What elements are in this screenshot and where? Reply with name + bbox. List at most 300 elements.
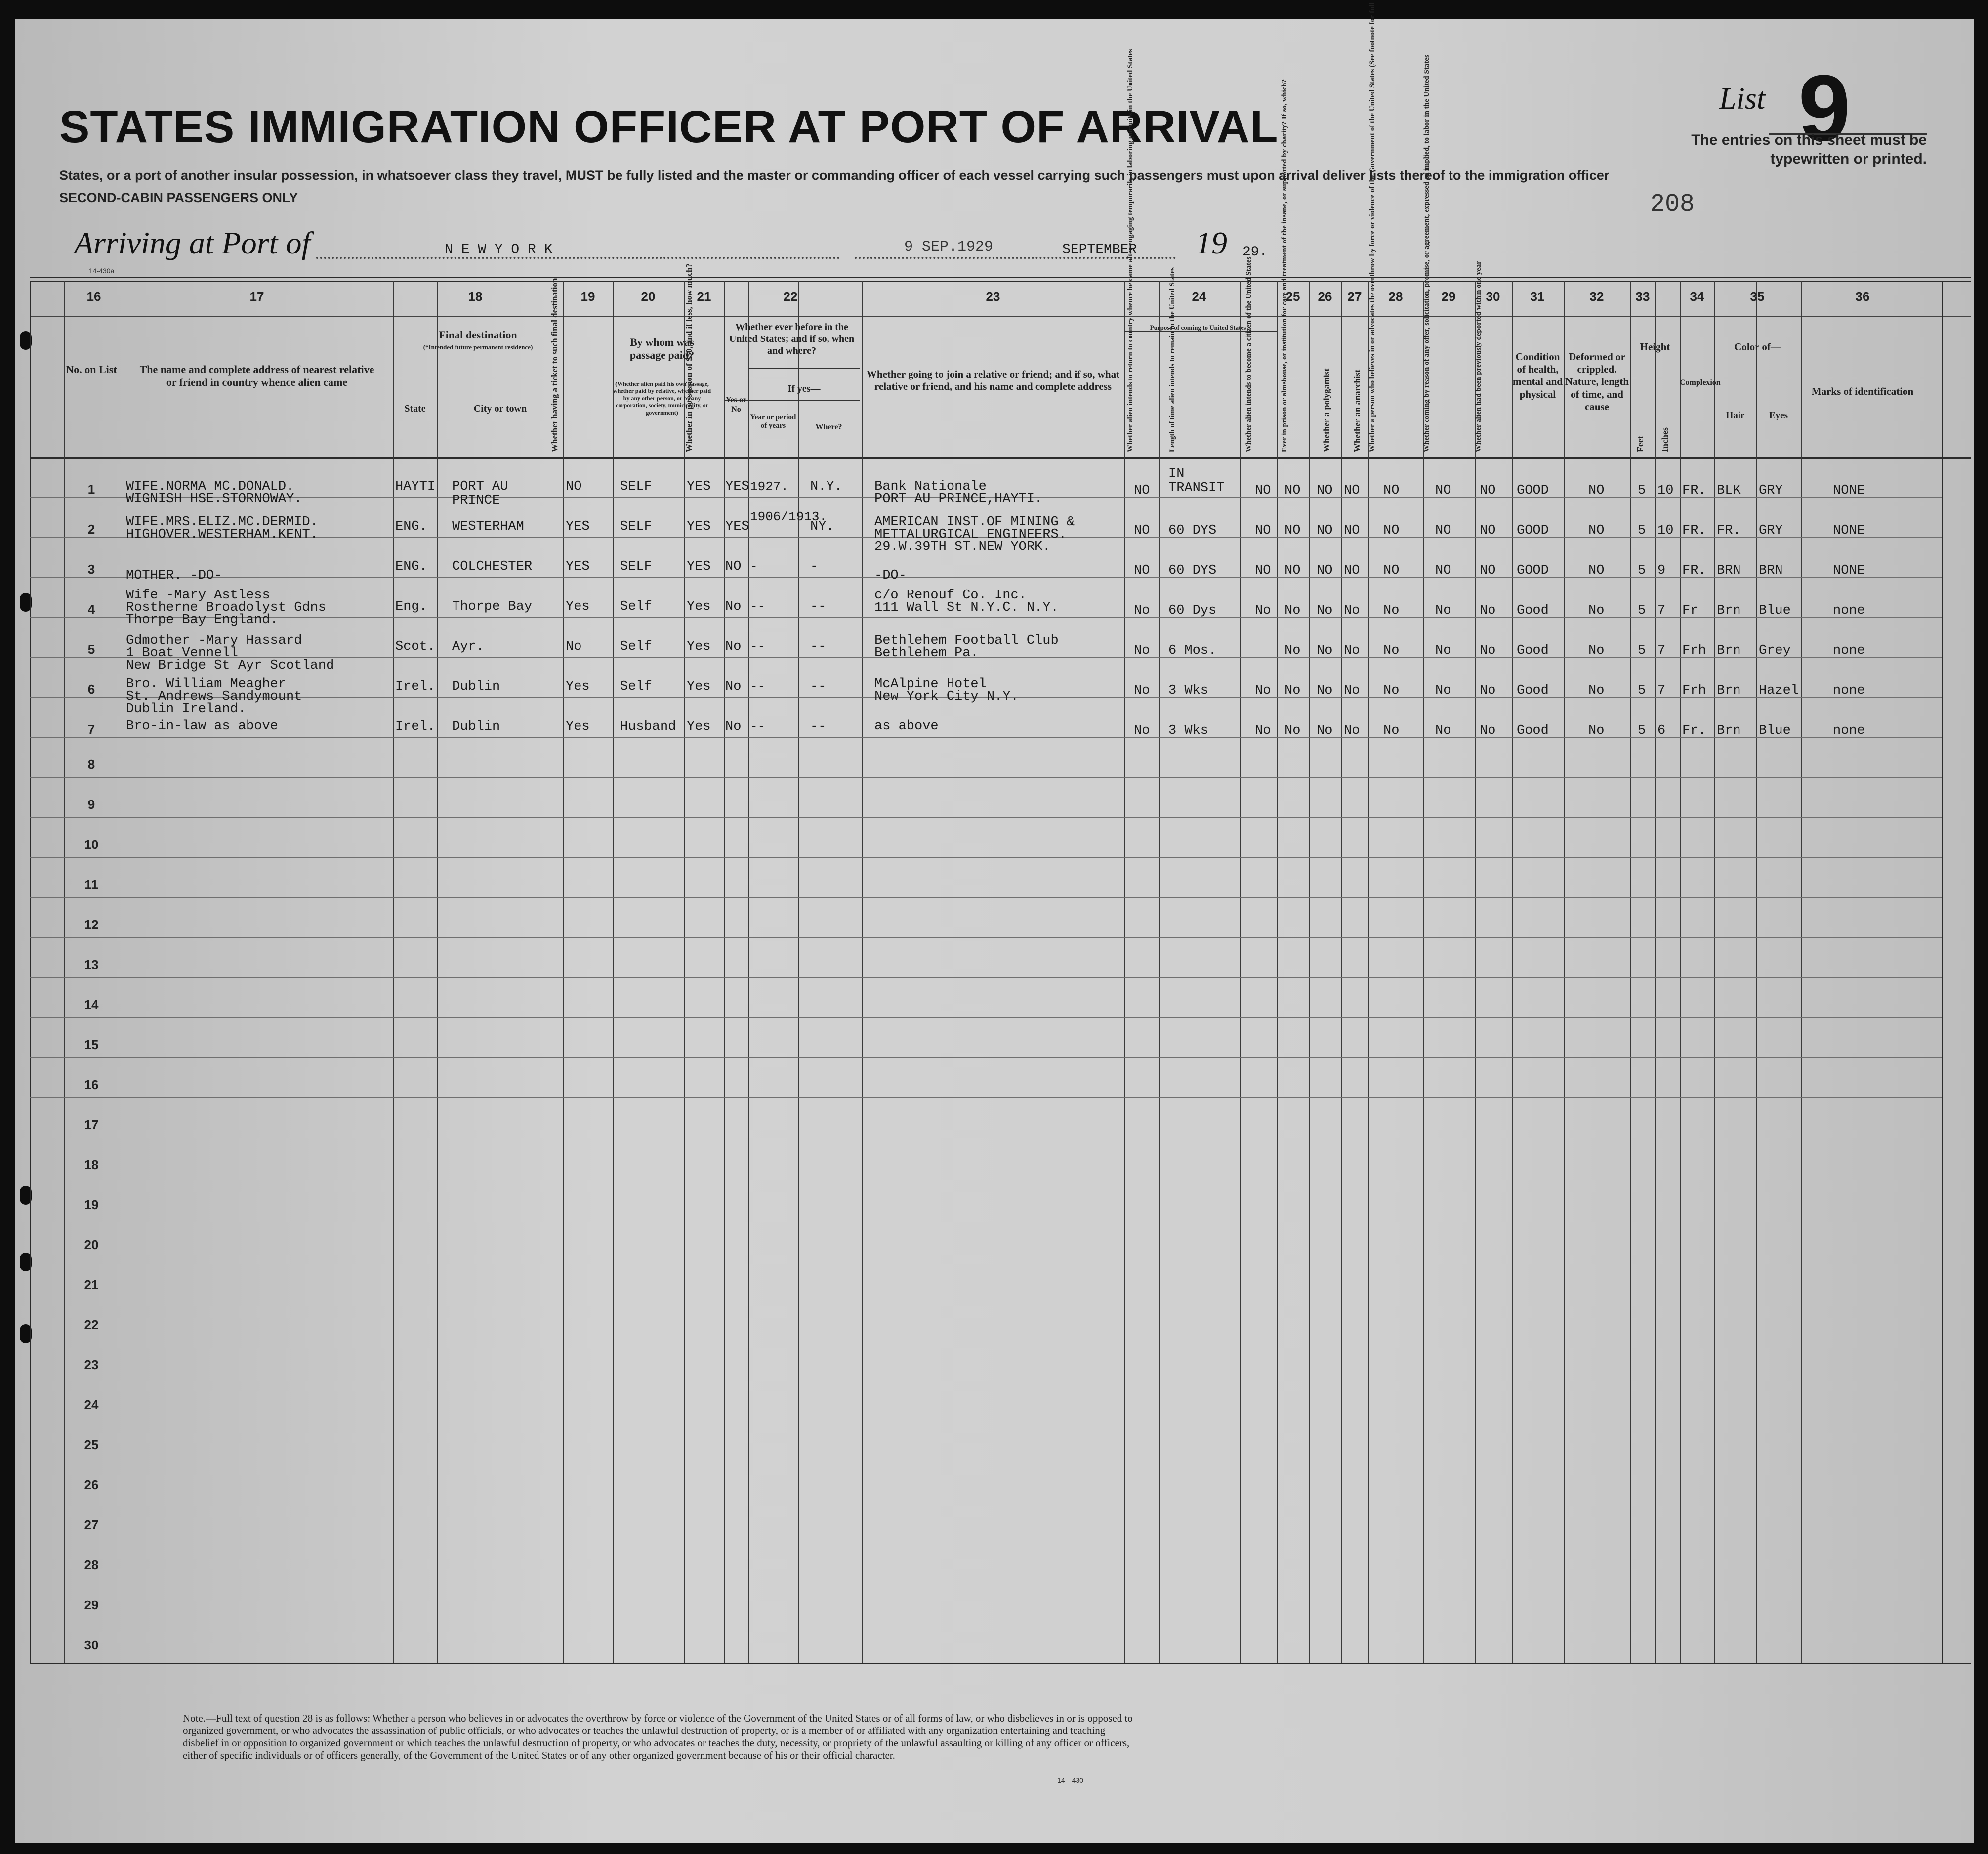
before-yes-no: No [725,679,742,694]
health-condition: Good [1517,683,1549,698]
column-number: 22 [783,289,798,304]
hdr-condition: Condition of health, mental and physical [1513,351,1563,400]
height-feet: 5 [1638,563,1646,578]
row-number: 23 [84,1357,99,1372]
citizen-intent: NO [1255,483,1271,498]
column-divider [393,281,394,1663]
health-condition: GOOD [1517,483,1549,498]
stay-length: TRANSIT [1168,481,1225,496]
form-code: 14-430a [89,267,115,275]
arriving-label: Arriving at Port of [74,225,311,260]
hdr-final-destination-note: (*Intended future permanent residence) [423,343,533,351]
money-value: Yes [687,639,711,654]
before-where: -- [810,679,827,694]
labor-offer: No [1435,723,1451,738]
relative-address: WIFE.NORMA MC.DONALD. [126,479,294,494]
hdr-purpose-b: Length of time alien intends to remain in the United States [1168,267,1176,452]
row-number: 9 [87,797,95,812]
return-intent: No [1134,643,1150,658]
identification-marks: none [1833,603,1865,618]
money-value: YES [687,479,711,494]
row-number: 20 [84,1237,99,1252]
anarchist: No [1344,683,1360,698]
join-relative-address: 29.W.39TH ST.NEW YORK. [874,540,1051,554]
prison-almshouse: No [1284,683,1301,698]
deformed: NO [1588,483,1605,498]
overthrow-q28: No [1383,603,1400,618]
money-value: Yes [687,679,711,694]
before-year: -- [750,639,766,654]
column-divider [1801,281,1802,1663]
paid-by: SELF [620,519,652,534]
row-rule [30,577,1942,578]
prison-almshouse: No [1284,603,1301,618]
deported: No [1480,683,1496,698]
hdr-final-destination: Final destination [439,329,517,341]
port-line [316,257,840,259]
join-relative-address: METTALURGICAL ENGINEERS. [874,527,1067,542]
dest-city: Ayr. [452,639,484,654]
hdr-no-on-list: No. on List [66,363,117,376]
hdr-yes-no: Yes or No [725,396,747,414]
relative-address: New Bridge St Ayr Scotland [126,658,334,673]
prison-almshouse: NO [1284,483,1301,498]
overthrow-q28: NO [1383,523,1400,538]
ticket-value: NO [566,479,582,494]
column-number: 24 [1192,289,1206,304]
citizen-intent: NO [1255,563,1271,578]
column-number: 18 [468,289,483,304]
deformed: NO [1588,563,1605,578]
hair-color: BRN [1717,563,1741,578]
row-rule [30,857,1942,858]
polygamist: No [1317,683,1333,698]
dest-state: ENG. [395,519,427,534]
row-number: 30 [84,1638,99,1652]
row-number: 22 [84,1317,99,1332]
row-number: 26 [84,1477,99,1492]
column-number: 35 [1750,289,1765,304]
column-divider [1423,281,1424,1663]
before-year: -- [750,719,766,734]
hdr-c25 [1281,329,1289,452]
hdr-year-period: Year or period of years [750,413,796,430]
anarchist: No [1344,603,1360,618]
column-divider [1368,281,1369,1663]
column-number: 36 [1855,289,1870,304]
row-number: 5 [87,642,95,657]
column-divider [1714,281,1715,1663]
hdr-inches: Inches [1660,427,1670,452]
ticket-value: Yes [566,599,590,614]
hdr-c30: Whether alien had been previously deported within one year [1475,261,1483,452]
height-inches: 7 [1657,603,1666,618]
join-relative-address: Bethlehem Football Club [874,633,1059,648]
return-intent: NO [1134,523,1150,538]
join-relative-address: -DO- [874,568,907,583]
row-number: 25 [84,1437,99,1452]
identification-marks: NONE [1833,483,1865,498]
dest-state: Irel. [395,679,436,694]
anarchist: No [1344,643,1360,658]
row-number: 16 [84,1077,99,1092]
column-divider [1630,281,1631,1663]
return-intent: No [1134,683,1150,698]
height-feet: 5 [1638,723,1646,738]
row-rule [30,1097,1942,1098]
relative-address: WIFE.MRS.ELIZ.MC.DERMID. [126,515,318,530]
hair-color: FR. [1717,523,1741,538]
hdr-join-relative: Whether going to join a relative or friend; and if so, what relative or friend, and his name and complete address [866,368,1120,393]
hdr-where: Where? [815,423,842,431]
hdr-purpose-a [1126,329,1135,452]
before-where: -- [810,719,827,734]
list-number: 9 [1798,56,1851,161]
column-number: 33 [1635,289,1650,304]
identification-marks: NONE [1833,523,1865,538]
relative-address: Thorpe Bay England. [126,613,278,628]
height-inches: 6 [1657,723,1666,738]
identification-marks: NONE [1833,563,1865,578]
hdr-c26: Whether a polygamist [1322,368,1331,452]
before-year: -- [750,599,766,614]
prison-almshouse: No [1284,723,1301,738]
column-divider [1475,281,1476,1663]
row-number: 2 [87,522,95,537]
hair-color: Brn [1717,723,1741,738]
dest-state: Irel. [395,719,436,734]
row-number: 27 [84,1517,99,1532]
year-prefix: 19 [1196,225,1227,260]
row-number: 17 [84,1117,99,1132]
ticket-value: YES [566,559,590,574]
ticket-value: Yes [566,719,590,734]
before-year: 1927. [750,479,789,494]
footnote-q28: Note.—Full text of question 28 is as follows: Whether a person who believes in or advocates the overthrow by force or violence of the Government of the United States or of all forms of law, or who disbelieves in or is opposed to organized government, or who advocates the assassination of public officials, or who advocates or teaches the unlawful destruction of property, or is a member of or affiliated with any organization entertaining and teaching disbelief in or opposition to organized government or which teaches the unlawful destruction of property, or who advocates or teaches the duty, necessity, or propriety of the unlawful assaulting or killing of any officer or officers, either of specific individuals or of officers generally, of the Government of the United States or of any other organized government because of his or their official character. [183,1712,1133,1761]
column-divider [1240,281,1241,1663]
hair-color: Brn [1717,683,1741,698]
hdr-possession: Whether in possession of $50, and if less, how much? [684,263,694,452]
return-intent: NO [1134,483,1150,498]
paid-by: Husband [620,719,676,734]
column-number: 28 [1388,289,1403,304]
row-number: 11 [84,877,98,892]
column-divider [684,281,685,1663]
paid-by: SELF [620,559,652,574]
hdr-height: Height [1640,341,1670,353]
prison-almshouse: No [1284,643,1301,658]
deformed: No [1588,683,1605,698]
polygamist: NO [1317,563,1333,578]
row-rule [30,1057,1942,1058]
column-divider [30,281,31,1663]
polygamist: NO [1317,523,1333,538]
dest-state: Eng. [395,599,427,614]
hair-color: BLK [1717,483,1741,498]
row-number: 28 [84,1558,99,1572]
complexion: Frh [1682,643,1706,658]
dest-city: Dublin [452,679,500,694]
deported: NO [1480,483,1496,498]
relative-address: HIGHOVER.WESTERHAM.KENT. [126,527,318,542]
polygamist: NO [1317,483,1333,498]
dest-city: WESTERHAM [452,519,524,534]
dest-state: ENG. [395,559,427,574]
money-value: YES [687,519,711,534]
port-value: N E W Y O R K [445,242,553,257]
stay-length: 60 DYS [1168,523,1217,538]
complexion: Fr [1682,603,1698,618]
labor-offer: No [1435,683,1451,698]
hdr-deformed: Deformed or crippled. Nature, length of time, and cause [1565,351,1629,413]
column-number: 26 [1318,289,1332,304]
labor-offer: NO [1435,523,1451,538]
ticket-value: Yes [566,679,590,694]
relative-address: St. Andrews Sandymount [126,689,302,704]
stamp-number: 208 [1650,190,1695,218]
height-feet: 5 [1638,483,1646,498]
deported: NO [1480,523,1496,538]
before-year: -- [750,679,766,694]
table-top-rule [30,277,1971,278]
before-yes-no: No [725,639,742,654]
hdr-color-of: Color of— [1734,341,1781,353]
deported: NO [1480,563,1496,578]
hdr-nearest-relative: The name and complete address of nearest relative or friend in country whence alien came [139,363,374,389]
eye-color: Hazel [1759,683,1799,698]
hdr-purpose-c: Whether alien intends to become a citizen of the United States [1245,256,1253,452]
ticket-value: No [566,639,582,654]
row-number: 21 [84,1277,99,1292]
hdr-c28 [1368,329,1377,452]
column-divider [1124,281,1125,1663]
row-number: 18 [84,1157,99,1172]
stay-length: 3 Wks [1168,683,1209,698]
return-intent: No [1134,603,1150,618]
column-divider [1341,281,1342,1663]
hdr-feet: Feet [1635,436,1645,452]
eye-color: Grey [1759,643,1791,658]
hdr-if-yes: If yes— [787,383,821,394]
row-number: 3 [87,562,95,577]
row-rule [30,817,1942,818]
hdr-c29 [1423,329,1431,452]
deported: No [1480,643,1496,658]
paid-by: Self [620,599,652,614]
column-number: 21 [697,289,711,304]
height-inches: 10 [1657,523,1674,538]
column-number: 17 [249,289,264,304]
height-feet: 5 [1638,683,1646,698]
dest-city: Dublin [452,719,500,734]
row-number: 4 [87,602,95,617]
column-divider [1680,281,1681,1663]
stay-length: IN [1168,467,1185,482]
height-feet: 5 [1638,643,1646,658]
hdr-purpose: Purpose of coming to United States [1150,324,1246,331]
column-number: 20 [641,289,656,304]
row-number: 7 [87,722,95,737]
column-number: 27 [1347,289,1362,304]
entries-note: The entries on this sheet must be typewritten or printed. [1691,132,1927,167]
column-divider [1159,281,1160,1663]
citizen-intent: No [1255,603,1271,618]
row-number: 8 [87,757,95,772]
citizen-intent: NO [1255,523,1271,538]
overthrow-q28: No [1383,723,1400,738]
row-number: 29 [84,1598,99,1612]
relative-address: Dublin Ireland. [126,702,247,716]
relative-address: Bro-in-law as above [126,719,278,734]
row-number: 15 [84,1037,99,1052]
labor-offer: No [1435,603,1451,618]
join-relative-address: McAlpine Hotel [874,677,987,692]
join-relative-address: c/o Renouf Co. Inc. [874,588,1027,603]
eye-color: BRN [1759,563,1783,578]
before-year: 1906/1913. [750,509,828,524]
passenger-class: SECOND-CABIN PASSENGERS ONLY [59,190,298,205]
row-rule [30,617,1942,618]
anarchist: NO [1344,563,1360,578]
before-where: N.Y. [810,479,842,494]
complexion: Fr. [1682,723,1706,738]
health-condition: Good [1517,723,1549,738]
row-rule [30,897,1942,898]
column-number: 16 [86,289,101,304]
health-condition: Good [1517,643,1549,658]
overthrow-q28: No [1383,683,1400,698]
relative-address: Rostherne Broadolyst Gdns [126,600,327,615]
date-stamp: 9 SEP.1929 [904,239,994,255]
row-number: 24 [84,1397,99,1412]
dest-city: Thorpe Bay [452,599,533,614]
eye-color: GRY [1759,483,1783,498]
identification-marks: none [1833,643,1865,658]
header-subrule [748,368,860,369]
row-number: 6 [87,682,95,697]
page-title: STATES IMMIGRATION OFFICER AT PORT OF ARRIVAL [59,102,1279,152]
column-divider [1277,281,1278,1663]
hdr-hair: Hair [1726,410,1745,421]
row-number: 19 [84,1197,99,1212]
before-yes-no: YES [725,519,749,534]
stay-length: 60 DYS [1168,563,1217,578]
height-feet: 5 [1638,523,1646,538]
ticket-value: YES [566,519,590,534]
before-year: - [750,559,758,574]
deported: No [1480,603,1496,618]
stay-length: 60 Dys [1168,603,1217,618]
hdr-c27: Whether an anarchist [1352,369,1362,452]
relative-address: Wife -Mary Astless [126,588,270,603]
dest-state: Scot. [395,639,436,654]
paid-by: Self [620,679,652,694]
complexion: FR. [1682,523,1706,538]
column-divider [563,281,564,1663]
hdr-eyes: Eyes [1769,410,1788,421]
column-number: 29 [1441,289,1456,304]
row-rule [30,737,1942,738]
row-rule [30,1017,1942,1018]
prison-almshouse: NO [1284,523,1301,538]
labor-offer: NO [1435,563,1451,578]
join-relative-address: AMERICAN INST.OF MINING & [874,515,1075,530]
row-rule [30,777,1942,778]
table-bottom-rule [30,1663,1971,1664]
height-inches: 9 [1657,563,1666,578]
before-yes-no: YES [725,479,749,494]
money-value: Yes [687,599,711,614]
hdr-city: City or town [473,403,527,414]
hdr-marks: Marks of identification [1811,385,1914,397]
row-rule [30,937,1942,938]
column-divider [798,281,799,1663]
eye-color: Blue [1759,603,1791,618]
relative-address: MOTHER. -DO- [126,568,222,583]
hdr-passage-by: By whom was passage paid? [629,336,695,362]
citizen-intent: No [1255,723,1271,738]
stay-length: 3 Wks [1168,723,1209,738]
column-divider [1756,281,1757,1663]
stay-length: 6 Mos. [1168,643,1217,658]
dest-city: PORT AU [452,479,508,494]
year-suffix: 29. [1242,245,1268,260]
hdr-state: State [404,403,426,414]
row-rule [30,657,1942,658]
join-relative-address: New York City N.Y. [874,689,1019,704]
column-divider [1655,281,1656,1663]
deported: No [1480,723,1496,738]
polygamist: No [1317,723,1333,738]
deformed: No [1588,723,1605,738]
complexion: Frh [1682,683,1706,698]
identification-marks: none [1833,723,1865,738]
column-divider [1942,281,1943,1663]
eye-color: Blue [1759,723,1791,738]
month-value: SEPTEMBER [1062,242,1137,257]
height-inches: 7 [1657,643,1666,658]
before-where: - [810,559,819,574]
prison-almshouse: NO [1284,563,1301,578]
row-rule [30,977,1942,978]
before-yes-no: No [725,719,742,734]
polygamist: No [1317,603,1333,618]
relative-address: Bro. William Meagher [126,677,287,692]
labor-offer: NO [1435,483,1451,498]
labor-offer: No [1435,643,1451,658]
column-divider [1564,281,1565,1663]
return-intent: NO [1134,563,1150,578]
anarchist: No [1344,723,1360,738]
before-where: -- [810,599,827,614]
column-number: 31 [1530,289,1545,304]
column-number: 25 [1285,289,1300,304]
height-inches: 10 [1657,483,1674,498]
join-relative-address: Bethlehem Pa. [874,646,979,661]
height-feet: 5 [1638,603,1646,618]
row-number: 12 [84,917,99,932]
column-number: 30 [1486,289,1500,304]
dest-state: HAYTI [395,479,436,494]
column-divider [862,281,863,1663]
header-instructions: States, or a port of another insular possession, in whatsoever class they travel, MUST be fully listed and the master or commanding officer of each vessel carrying such passengers must upon arrival deliver lists thereof to the immigration officer [59,168,1610,183]
polygamist: No [1317,643,1333,658]
height-inches: 7 [1657,683,1666,698]
health-condition: GOOD [1517,523,1549,538]
hdr-complexion: Complexion [1680,379,1721,387]
overthrow-q28: No [1383,643,1400,658]
column-divider [724,281,725,1663]
